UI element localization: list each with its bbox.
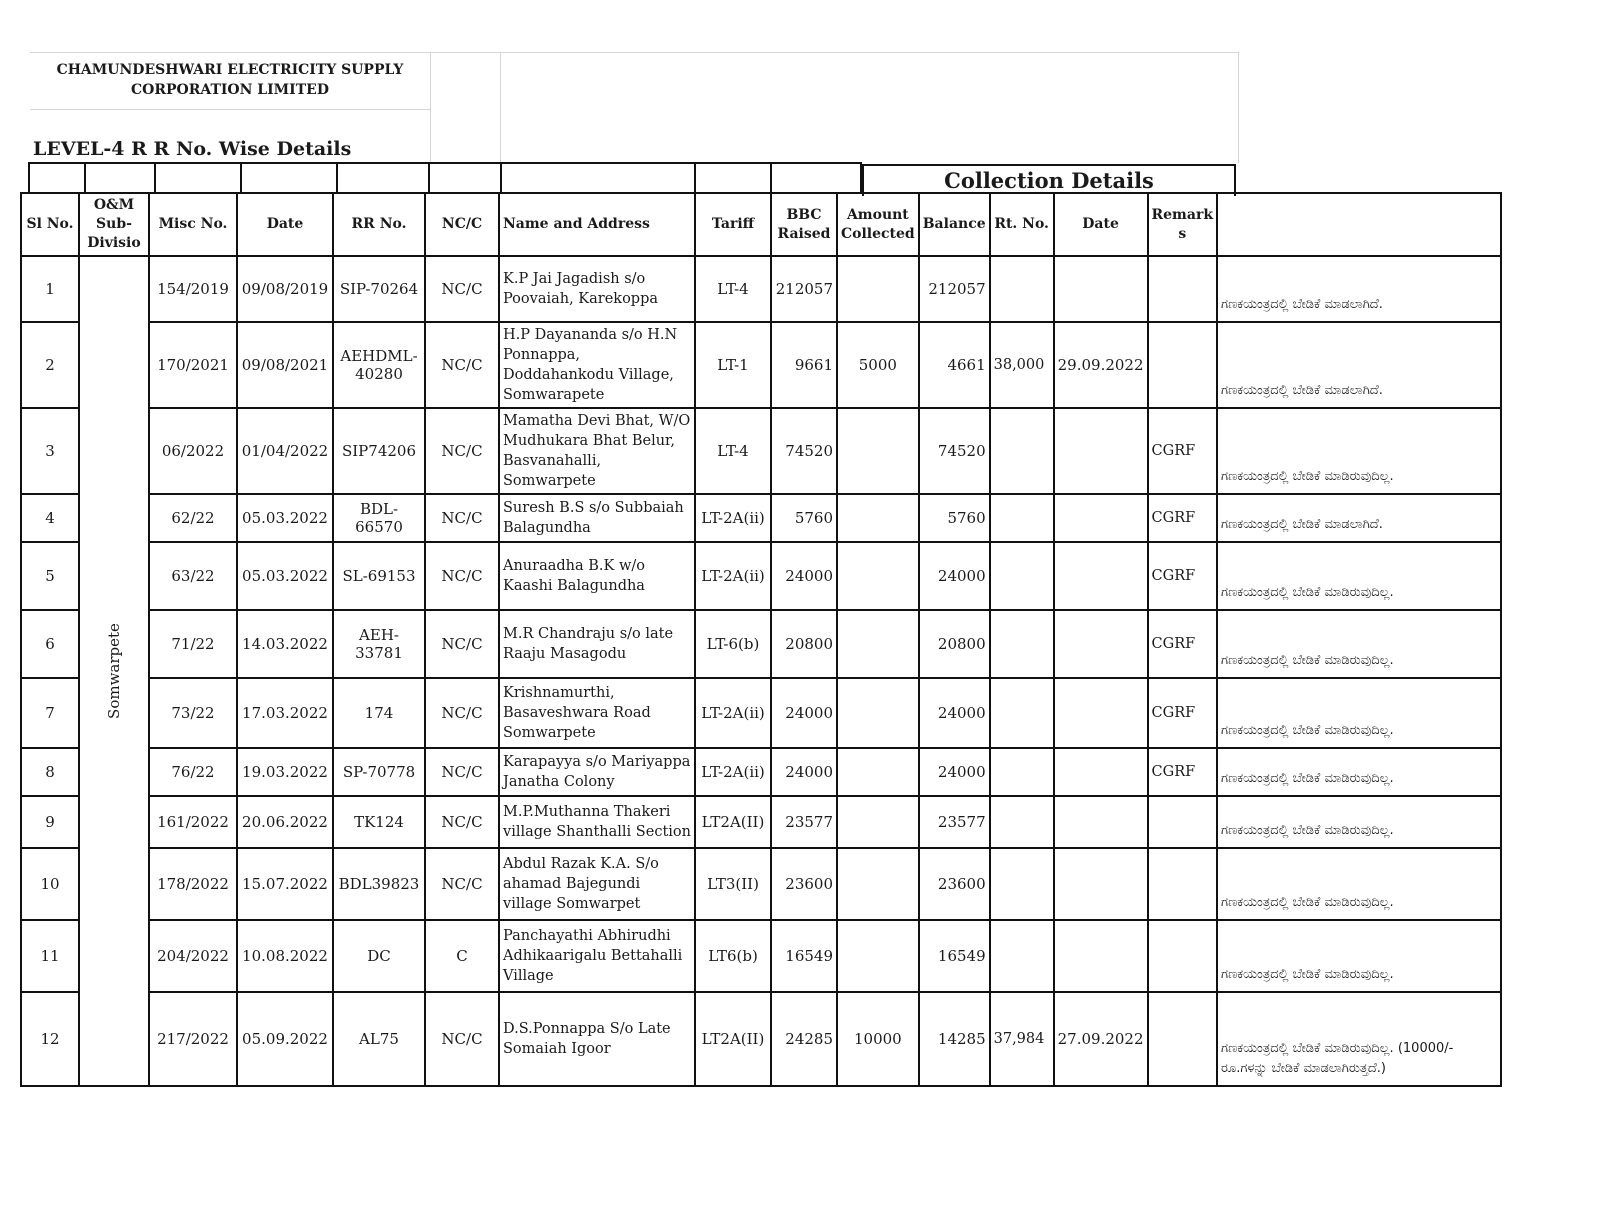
cell-remarks: CGRF <box>1148 748 1218 796</box>
cell-rr: 174 <box>333 678 425 748</box>
cell-note: ಗಣಕಯಂತ್ರದಲ್ಲಿ ಬೇಡಿಕೆ ಮಾಡಿರುವುದಿಲ್ಲ. <box>1217 920 1501 992</box>
cell-date: 20.06.2022 <box>237 796 333 848</box>
cell-tariff: LT2A(II) <box>695 796 771 848</box>
cell-ncc: NC/C <box>425 542 499 610</box>
col-extra <box>1217 193 1501 256</box>
cell-name: K.P Jai Jagadish s/o Poovaiah, Karekoppa <box>499 256 695 322</box>
company-name: CHAMUNDESHWARI ELECTRICITY SUPPLY CORPORATION LIMITED <box>56 62 404 98</box>
cell-sl: 7 <box>21 678 79 748</box>
cell-date: 10.08.2022 <box>237 920 333 992</box>
table-row <box>21 848 1501 920</box>
cell-tariff: LT-6(b) <box>695 610 771 678</box>
cell-ncc: NC/C <box>425 322 499 408</box>
cell-cdate: 27.09.2022 <box>1054 992 1148 1086</box>
cell-date: 05.03.2022 <box>237 494 333 542</box>
cell-bbc: 24000 <box>771 542 837 610</box>
cell-bbc: 24000 <box>771 678 837 748</box>
cell-cdate <box>1054 494 1148 542</box>
table-row <box>21 796 1501 848</box>
cell-ncc: NC/C <box>425 610 499 678</box>
cell-note: ಗಣಕಯಂತ್ರದಲ್ಲಿ ಬೇಡಿಕೆ ಮಾಡಲಾಗಿದೆ. <box>1217 494 1501 542</box>
table-row <box>21 920 1501 992</box>
table-row <box>21 542 1501 610</box>
cell-balance: 5760 <box>919 494 990 542</box>
cell-amount <box>837 796 919 848</box>
cell-note: ಗಣಕಯಂತ್ರದಲ್ಲಿ ಬೇಡಿಕೆ ಮಾಡಿರುವುದಿಲ್ಲ. <box>1217 848 1501 920</box>
cell-sl: 10 <box>21 848 79 920</box>
cell-remarks <box>1148 992 1218 1086</box>
cell-remarks <box>1148 322 1218 408</box>
cell-date: 05.09.2022 <box>237 992 333 1086</box>
table-row <box>21 678 1501 748</box>
cell-tariff: LT-2A(ii) <box>695 542 771 610</box>
cell-rr: AL75 <box>333 992 425 1086</box>
cell-date: 15.07.2022 <box>237 848 333 920</box>
table-body <box>21 256 1501 1086</box>
cell-sl: 12 <box>21 992 79 1086</box>
cell-ncc: C <box>425 920 499 992</box>
cell-date: 19.03.2022 <box>237 748 333 796</box>
cell-remarks <box>1148 920 1218 992</box>
cell-sl: 4 <box>21 494 79 542</box>
cell-rr: SL-69153 <box>333 542 425 610</box>
cell-rt <box>990 408 1054 494</box>
cell-rt <box>990 542 1054 610</box>
cell-remarks <box>1148 256 1218 322</box>
cell-rt <box>990 920 1054 992</box>
cell-rt: 37,984 <box>990 992 1054 1086</box>
cell-cdate <box>1054 678 1148 748</box>
col-amount: Amount Collected <box>837 193 919 256</box>
col-sl: Sl No. <box>21 193 79 256</box>
cell-remarks <box>1148 796 1218 848</box>
cell-date: 05.03.2022 <box>237 542 333 610</box>
col-name: Name and Address <box>499 193 695 256</box>
table-row <box>21 992 1501 1086</box>
cell-bbc: 24285 <box>771 992 837 1086</box>
cell-cdate <box>1054 408 1148 494</box>
cell-tariff: LT6(b) <box>695 920 771 992</box>
col-cdate: Date <box>1054 193 1148 256</box>
cell-rt <box>990 610 1054 678</box>
col-date: Date <box>237 193 333 256</box>
cell-tariff: LT-1 <box>695 322 771 408</box>
cell-ncc: NC/C <box>425 678 499 748</box>
cell-note: ಗಣಕಯಂತ್ರದಲ್ಲಿ ಬೇಡಿಕೆ ಮಾಡಿರುವುದಿಲ್ಲ. <box>1217 678 1501 748</box>
division-cell <box>79 256 149 1086</box>
cell-ncc: NC/C <box>425 748 499 796</box>
cell-note: ಗಣಕಯಂತ್ರದಲ್ಲಿ ಬೇಡಿಕೆ ಮಾಡಿರುವುದಿಲ್ಲ. <box>1217 542 1501 610</box>
col-tariff: Tariff <box>695 193 771 256</box>
cell-rt <box>990 256 1054 322</box>
cell-sl: 8 <box>21 748 79 796</box>
cell-name: H.P Dayananda s/o H.N Ponnappa, Doddahankodu Village, Somwarapete <box>499 322 695 408</box>
cell-amount <box>837 542 919 610</box>
cell-rt <box>990 748 1054 796</box>
table-row <box>21 748 1501 796</box>
cell-rr: SIP-70264 <box>333 256 425 322</box>
division-name: Somwarpete <box>105 623 123 719</box>
cell-rr: AEH-33781 <box>333 610 425 678</box>
cell-note: ಗಣಕಯಂತ್ರದಲ್ಲಿ ಬೇಡಿಕೆ ಮಾಡಲಾಗಿದೆ. <box>1217 322 1501 408</box>
cell-remarks: CGRF <box>1148 678 1218 748</box>
cell-rr: BDL39823 <box>333 848 425 920</box>
cell-date: 09/08/2019 <box>237 256 333 322</box>
cell-rr: BDL-66570 <box>333 494 425 542</box>
cell-ncc: NC/C <box>425 848 499 920</box>
cell-bbc: 24000 <box>771 748 837 796</box>
cell-misc: 73/22 <box>149 678 237 748</box>
cell-sl: 6 <box>21 610 79 678</box>
cell-name: M.P.Muthanna Thakeri village Shanthalli Section <box>499 796 695 848</box>
cell-amount: 5000 <box>837 322 919 408</box>
cell-date: 14.03.2022 <box>237 610 333 678</box>
cell-amount <box>837 748 919 796</box>
col-misc: Misc No. <box>149 193 237 256</box>
cell-name: Karapayya s/o Mariyappa Janatha Colony <box>499 748 695 796</box>
cell-sl: 1 <box>21 256 79 322</box>
cell-name: D.S.Ponnappa S/o Late Somaiah Igoor <box>499 992 695 1086</box>
cell-misc: 170/2021 <box>149 322 237 408</box>
cell-bbc: 212057 <box>771 256 837 322</box>
cell-misc: 161/2022 <box>149 796 237 848</box>
cell-note: ಗಣಕಯಂತ್ರದಲ್ಲಿ ಬೇಡಿಕೆ ಮಾಡಲಾಗಿದೆ. <box>1217 256 1501 322</box>
cell-tariff: LT-4 <box>695 256 771 322</box>
cell-sl: 5 <box>21 542 79 610</box>
cell-name: Mamatha Devi Bhat, W/O Mudhukara Bhat Belur, Basvanahalli, Somwarpete <box>499 408 695 494</box>
col-division: O&M Sub-Divisio <box>79 193 149 256</box>
cell-bbc: 9661 <box>771 322 837 408</box>
cell-note: ಗಣಕಯಂತ್ರದಲ್ಲಿ ಬೇಡಿಕೆ ಮಾಡಿರುವುದಿಲ್ಲ. <box>1217 748 1501 796</box>
col-rt: Rt. No. <box>990 193 1054 256</box>
collection-details-title: Collection Details <box>862 164 1236 196</box>
cell-bbc: 16549 <box>771 920 837 992</box>
cell-ncc: NC/C <box>425 408 499 494</box>
cell-cdate <box>1054 796 1148 848</box>
cell-amount <box>837 678 919 748</box>
cell-balance: 24000 <box>919 748 990 796</box>
cell-balance: 23600 <box>919 848 990 920</box>
cell-name: Anuraadha B.K w/o Kaashi Balagundha <box>499 542 695 610</box>
header-strip <box>28 162 862 192</box>
cell-bbc: 23600 <box>771 848 837 920</box>
cell-amount <box>837 610 919 678</box>
cell-misc: 204/2022 <box>149 920 237 992</box>
cell-amount <box>837 494 919 542</box>
cell-balance: 74520 <box>919 408 990 494</box>
cell-name: M.R Chandraju s/o late Raaju Masagodu <box>499 610 695 678</box>
cell-misc: 71/22 <box>149 610 237 678</box>
cell-remarks: CGRF <box>1148 494 1218 542</box>
col-balance: Balance <box>919 193 990 256</box>
cell-date: 01/04/2022 <box>237 408 333 494</box>
rr-details-table <box>20 192 1502 1087</box>
cell-balance: 16549 <box>919 920 990 992</box>
cell-sl: 11 <box>21 920 79 992</box>
cell-rr: SIP74206 <box>333 408 425 494</box>
cell-cdate <box>1054 610 1148 678</box>
cell-sl: 9 <box>21 796 79 848</box>
col-remarks: Remark s <box>1148 193 1218 256</box>
cell-amount <box>837 408 919 494</box>
cell-amount <box>837 848 919 920</box>
cell-balance: 24000 <box>919 542 990 610</box>
cell-balance: 4661 <box>919 322 990 408</box>
cell-amount <box>837 920 919 992</box>
cell-balance: 24000 <box>919 678 990 748</box>
cell-date: 17.03.2022 <box>237 678 333 748</box>
cell-cdate: 29.09.2022 <box>1054 322 1148 408</box>
cell-cdate <box>1054 542 1148 610</box>
cell-bbc: 23577 <box>771 796 837 848</box>
table-row <box>21 256 1501 322</box>
col-rr: RR No. <box>333 193 425 256</box>
cell-rt <box>990 796 1054 848</box>
cell-bbc: 5760 <box>771 494 837 542</box>
cell-note: ಗಣಕಯಂತ್ರದಲ್ಲಿ ಬೇಡಿಕೆ ಮಾಡಿರುವುದಿಲ್ಲ. <box>1217 610 1501 678</box>
cell-name: Abdul Razak K.A. S/o ahamad Bajegundi village Somwarpet <box>499 848 695 920</box>
table-row <box>21 322 1501 408</box>
cell-balance: 212057 <box>919 256 990 322</box>
cell-amount <box>837 256 919 322</box>
cell-misc: 178/2022 <box>149 848 237 920</box>
cell-cdate <box>1054 748 1148 796</box>
cell-tariff: LT3(II) <box>695 848 771 920</box>
cell-misc: 217/2022 <box>149 992 237 1086</box>
table-row <box>21 494 1501 542</box>
cell-misc: 06/2022 <box>149 408 237 494</box>
cell-name: Suresh B.S s/o Subbaiah Balagundha <box>499 494 695 542</box>
cell-ncc: NC/C <box>425 992 499 1086</box>
cell-rt: 38,000 <box>990 322 1054 408</box>
cell-misc: 154/2019 <box>149 256 237 322</box>
cell-tariff: LT-4 <box>695 408 771 494</box>
cell-note: ಗಣಕಯಂತ್ರದಲ್ಲಿ ಬೇಡಿಕೆ ಮಾಡಿರುವುದಿಲ್ಲ. <box>1217 796 1501 848</box>
cell-rr: TK124 <box>333 796 425 848</box>
cell-sl: 2 <box>21 322 79 408</box>
cell-tariff: LT-2A(ii) <box>695 494 771 542</box>
cell-name: Panchayathi Abhirudhi Adhikaarigalu Bettahalli Village <box>499 920 695 992</box>
cell-tariff: LT2A(II) <box>695 992 771 1086</box>
cell-ncc: NC/C <box>425 494 499 542</box>
cell-tariff: LT-2A(ii) <box>695 678 771 748</box>
cell-balance: 23577 <box>919 796 990 848</box>
cell-ncc: NC/C <box>425 796 499 848</box>
cell-note: ಗಣಕಯಂತ್ರದಲ್ಲಿ ಬೇಡಿಕೆ ಮಾಡಿರುವುದಿಲ್ಲ. (10000/- ರೂ.ಗಳನ್ನು ಬೇಡಿಕೆ ಮಾಡಲಾಗಿರುತ್ತದೆ.) <box>1217 992 1501 1086</box>
cell-ncc: NC/C <box>425 256 499 322</box>
cell-rr: DC <box>333 920 425 992</box>
cell-balance: 20800 <box>919 610 990 678</box>
table-row <box>21 610 1501 678</box>
cell-rr: SP-70778 <box>333 748 425 796</box>
cell-misc: 63/22 <box>149 542 237 610</box>
cell-cdate <box>1054 848 1148 920</box>
cell-misc: 62/22 <box>149 494 237 542</box>
cell-balance: 14285 <box>919 992 990 1086</box>
cell-rt <box>990 848 1054 920</box>
cell-name: Krishnamurthi, Basaveshwara Road Somwarpete <box>499 678 695 748</box>
table-row <box>21 408 1501 494</box>
cell-remarks: CGRF <box>1148 542 1218 610</box>
cell-remarks: CGRF <box>1148 610 1218 678</box>
cell-sl: 3 <box>21 408 79 494</box>
page-title: LEVEL-4 R R No. Wise Details <box>33 138 352 160</box>
cell-cdate <box>1054 920 1148 992</box>
cell-rt <box>990 494 1054 542</box>
cell-rr: AEHDML-40280 <box>333 322 425 408</box>
cell-remarks: CGRF <box>1148 408 1218 494</box>
col-ncc: NC/C <box>425 193 499 256</box>
cell-cdate <box>1054 256 1148 322</box>
cell-misc: 76/22 <box>149 748 237 796</box>
cell-remarks <box>1148 848 1218 920</box>
cell-rt <box>990 678 1054 748</box>
cell-note: ಗಣಕಯಂತ್ರದಲ್ಲಿ ಬೇಡಿಕೆ ಮಾಡಿರುವುದಿಲ್ಲ. <box>1217 408 1501 494</box>
cell-amount: 10000 <box>837 992 919 1086</box>
cell-tariff: LT-2A(ii) <box>695 748 771 796</box>
cell-bbc: 74520 <box>771 408 837 494</box>
cell-bbc: 20800 <box>771 610 837 678</box>
header-row <box>21 193 1501 256</box>
cell-date: 09/08/2021 <box>237 322 333 408</box>
col-bbc: BBC Raised <box>771 193 837 256</box>
